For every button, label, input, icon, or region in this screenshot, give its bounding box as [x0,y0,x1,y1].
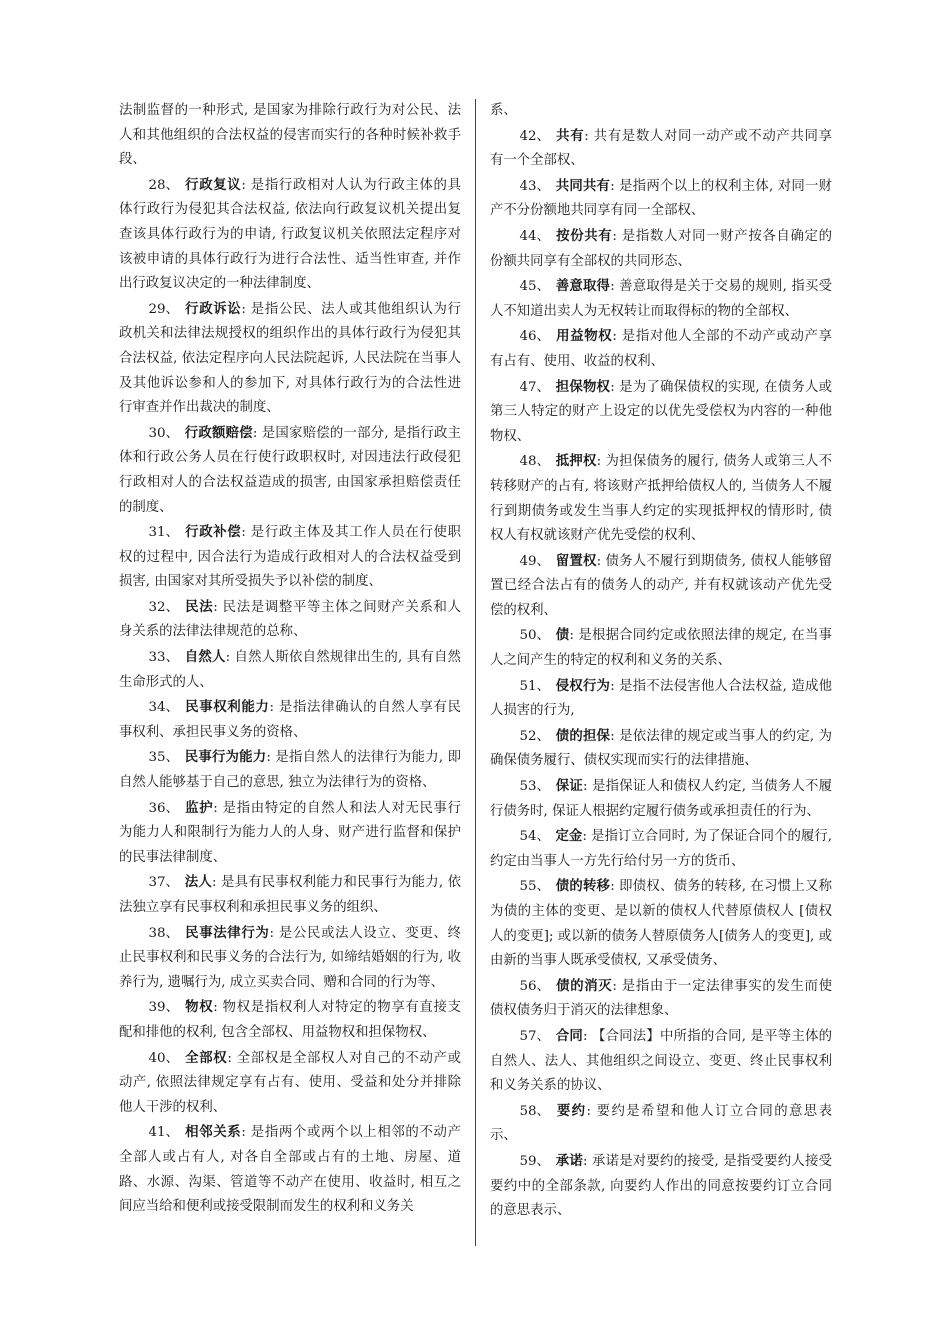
entry-term: 债的消灭 [555,977,613,994]
definition-entry [119,645,461,695]
entry-term: 相邻关系 [184,1124,242,1141]
entry-number: 56、 [519,978,550,994]
entry-term: 民法 [184,598,214,615]
entry-number: 50、 [519,628,550,644]
entry-definition: : 是指数人对同一财产按各自确定的份额共同享有全部权的共同形态、 [490,228,832,269]
definition-entry [119,173,461,297]
entry-term: 行政补偿 [184,524,242,541]
left-entry-list [119,173,461,1220]
entry-definition: : 是行政主体及其工作人员在行使职权的过程中, 因合法行为造成行政相对人的合法权益受到损害, 由国家对其所受损失予以补偿的制度、 [119,525,461,590]
entry-number: 53、 [519,779,550,795]
definition-entry [119,995,461,1045]
entry-definition: : 【合同法】中所指的合同, 是平等主体的自然人、法人、其他组织之间设立、变更、终止民事权利和义务关系的协议、 [490,1028,833,1094]
definition-entry [119,1120,461,1219]
entry-number: 55、 [519,879,550,895]
definition-entry [119,870,461,920]
entry-number: 31、 [148,525,179,541]
definition-entry [490,375,832,450]
entry-number: 57、 [519,1028,550,1044]
entry-number: 38、 [148,925,179,941]
entry-term: 共同共有 [555,177,611,194]
entry-definition: : 是指由特定的自然人和法人对无民事行为能力人和限制行为能力人的人身、财产进行监督和保护的民事法律制度、 [119,800,461,865]
right-entry-list [490,124,832,1224]
entry-number: 30、 [148,425,179,441]
entry-number: 39、 [148,1000,179,1016]
entry-definition: : 承诺是对要约的接受, 是指受要约人接受要约中的全部条款, 向要约人作出的同意按要约订立合同的意思表示、 [490,1153,833,1219]
entry-number: 47、 [519,379,550,395]
definition-entry [490,724,832,774]
entry-number: 51、 [519,678,550,694]
entry-definition: : 是国家赔偿的一部分, 是指行政主体和行政公务人员在行使行政职权时, 对因违法行政侵犯行政相对人的合法权益造成的损害, 由国家承担赔偿责任的制度、 [119,425,462,515]
definition-entry [119,695,461,745]
entry-term: 保证 [555,778,583,795]
definition-entry [490,874,832,973]
definition-entry [490,324,832,374]
entry-term: 行政额赔偿 [184,424,253,441]
left-lead-paragraph: 法制监督的一种形式, 是国家为排除行政行为对公民、法人和其他组织的合法权益的侵害而实行的各种时候补救手段、 [119,103,461,168]
definition-entry [119,921,461,996]
definition-entry [119,745,461,795]
definition-entry [490,1024,832,1099]
definition-entry [490,274,832,324]
entry-term: 法人 [184,874,212,891]
entry-term: 行政复议 [184,176,242,193]
entry-term: 民事行为能力 [184,749,267,766]
entry-definition: : 善意取得是关于交易的规则, 指买受人不知道出卖人为无权转让而取得标的物的全部权、 [490,279,833,319]
entry-definition: : 即债权、债务的转移, 在习惯上又称为债的主体的变更、是以新的债权人代替原债权人 [债权人的变更]; 或以新的债务人替原债务人[债务人的变更], 或由新的当事人既承受债权, 又承受债务、 [490,879,833,969]
entry-term: 用益物权 [555,328,613,345]
definition-entry [119,520,461,595]
entry-number: 34、 [148,700,179,716]
definition-entry [490,174,832,224]
entry-term: 债 [555,627,570,644]
entry-definition: : 全部权是全部权人对自己的不动产或动产, 依照法律规定享有占有、使用、受益和处分并排除他人干涉的权利、 [119,1050,461,1115]
entry-term: 定金 [555,828,583,845]
entry-term: 担保物权 [555,378,611,395]
entry-number: 42、 [519,128,550,144]
definition-entry [490,824,832,874]
entry-term: 全部权 [184,1049,228,1066]
entry-definition: : 要约是希望和他人订立合同的意思表示、 [490,1103,832,1144]
entry-definition: : 物权是指权利人对特定的物享有直接支配和排他的权利, 包含全部权、用益物权和担保物权、 [119,1000,461,1040]
entry-term: 民事法律行为 [184,924,270,941]
entry-term: 按份共有 [555,227,613,244]
entry-definition: : 是具有民事权利能力和民事行为能力, 依法独立享有民事权利和承担民事义务的组织、 [119,875,462,915]
entry-definition: : 是指对他人全部的不动产或动产享有占有、使用、收益的权利、 [490,329,832,369]
entry-term: 自然人 [184,649,226,666]
entry-definition: : 是指两个以上的权利主体, 对同一财产不分份额地共同享有同一全部权、 [490,178,833,219]
entry-definition: : 是指订立合同时, 为了保证合同个的履行, 约定由当事人一方先行给付另一方的货币、 [490,829,832,869]
entry-definition: : 是指保证人和债权人约定, 当债务人不履行债务时, 保证人根据约定履行债务或承担责任的行为、 [490,779,833,819]
definition-entry [490,1099,832,1149]
entry-term: 监护 [184,799,214,816]
entry-definition: : 是指不法侵害他人合法权益, 造成他人损害的行为, [490,678,833,719]
definition-entry [119,421,461,520]
column-divider [475,99,476,1246]
entry-term: 债的担保 [555,727,611,744]
entry-definition: : 为担保债务的履行, 债务人或第三人不转移财产的占有, 将该财产抵押给债权人的, 当债务人不履行到期债务或发生当事人约定的实现抵押权的情形时, 债权人有权就该财产优先受偿的权利、 [490,454,833,544]
entry-number: 32、 [148,599,179,615]
entry-term: 侵权行为 [555,677,611,694]
entry-number: 40、 [148,1050,179,1066]
definition-entry [490,449,832,548]
entry-number: 44、 [519,228,550,244]
entry-number: 54、 [519,829,550,845]
entry-definition: : 共有是数人对同一动产或不动产共同享有一个全部权、 [490,128,832,169]
definition-entry [119,595,461,645]
definition-entry [119,796,461,871]
entry-number: 58、 [519,1103,550,1119]
entry-definition: : 债务人不履行到期债务, 债权人能够留置已经合法占有的债务人的动产, 并有权就该动产优先受偿的权利、 [490,553,833,618]
entry-term: 抵押权 [555,453,597,470]
entry-term: 物权 [184,999,214,1016]
entry-number: 45、 [519,279,550,295]
definition-entry [119,297,461,421]
entry-number: 35、 [148,750,179,766]
entry-number: 48、 [519,454,550,470]
entry-number: 46、 [519,329,550,345]
entry-number: 29、 [148,301,179,317]
right-lead-paragraph: 系、 [490,103,517,118]
left-column [119,99,461,1220]
entry-number: 49、 [519,553,550,569]
entry-definition: : 民法是调整平等主体之间财产关系和人身关系的法律法律规范的总称、 [119,599,461,640]
entry-term: 共有 [555,127,585,144]
entry-definition: : 是依法律的规定或当事人的约定, 为确保债务履行、债权实现而实行的法律措施、 [490,728,833,769]
definition-entry [490,224,832,274]
entry-definition: : 是指两个或两个以上相邻的不动产全部人或占有人, 对各自全部或占有的土地、房屋、道路、水源、沟渠、管道等不动产在使用、收益时, 相互之间应当给和便利或接受限制而发生的权利和义务关 [119,1125,461,1215]
entry-term: 合同 [555,1027,583,1044]
definition-entry [490,774,832,824]
entry-definition: : 是指公民、法人或其他组织认为行政机关和法律法规授权的组织作出的具体行政行为侵犯其合法权益, 依法定程序向人民法院起诉, 人民法院在当事人及其他诉讼参和人的参加下, 对具体行政行为的合法性进行审查并作出裁决的制度、 [119,301,461,416]
definition-entry [119,1046,461,1121]
entry-number: 41、 [148,1125,179,1141]
definition-entry [490,124,832,174]
entry-number: 33、 [148,650,179,666]
definition-entry [490,1149,832,1224]
definition-entry [490,974,832,1024]
entry-definition: : 是指法律确认的自然人享有民事权利、承担民事义务的资格、 [119,700,461,740]
entry-number: 28、 [148,177,179,193]
entry-definition: : 是指由于一定法律事实的发生而使债权债务归于消灭的法律想象、 [490,978,832,1019]
entry-number: 52、 [519,728,550,744]
entry-number: 36、 [148,800,179,816]
entry-definition: : 是根据合同约定或依照法律的规定, 在当事人之间产生的特定的权利和义务的关系、 [490,628,833,669]
entry-definition: : 是指行政相对人认为行政主体的具体行政行为侵犯其合法权益, 依法向行政复议机关提出复查该具体行政行为的申请, 行政复议机关依照法定程序对该被申请的具体行政行为进行合法性、适当性审查, 并作出行政复议决定的一种法律制度、 [119,177,461,292]
entry-definition: : 是指自然人的法律行为能力, 即自然人能够基于自己的意思, 独立为法律行为的资格、 [119,750,461,791]
entry-term: 善意取得 [555,278,611,295]
definition-entry [490,674,832,724]
entry-term: 行政诉讼 [184,300,242,317]
entry-definition: : 是公民或法人设立、变更、终止民事权利和民事义务的合法行为, 如缔结婚姻的行为, 收养行为, 遗嘱行为, 成立买卖合同、赠和合同的行为等、 [119,925,461,990]
definition-entry [490,623,832,673]
entry-term: 承诺 [555,1152,583,1169]
entry-term: 民事权利能力 [184,699,270,716]
right-column [490,99,832,1224]
entry-number: 37、 [148,875,179,891]
entry-number: 59、 [519,1153,550,1169]
entry-number: 43、 [519,178,550,194]
entry-term: 留置权 [555,552,597,569]
entry-definition: : 自然人斯依自然规律出生的, 具有自然生命形式的人、 [119,650,462,690]
entry-term: 要约 [555,1102,587,1119]
definition-entry [490,549,832,624]
entry-term: 债的转移 [555,878,611,895]
entry-definition: : 是为了确保债权的实现, 在债务人或第三人特定的财产上设定的以优先受偿权为内容的一种他物权、 [490,379,833,444]
